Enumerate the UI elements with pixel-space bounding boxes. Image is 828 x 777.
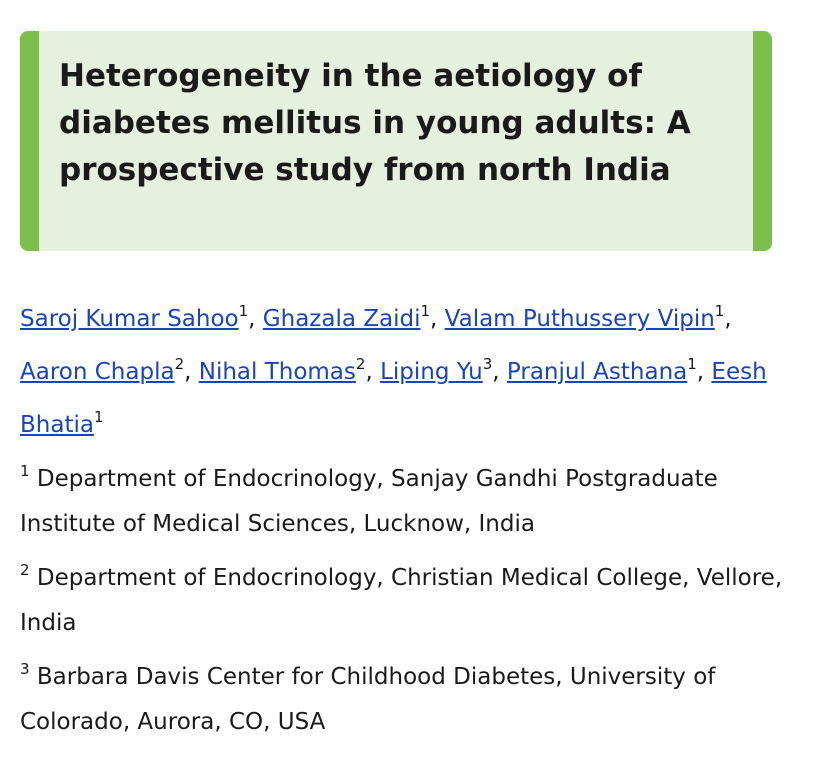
author-separator: , (492, 359, 507, 385)
author-link[interactable]: Saroj Kumar Sahoo (20, 306, 239, 332)
author-separator: , (724, 306, 732, 332)
affiliation-number: 1 (20, 462, 30, 480)
affiliation (20, 556, 810, 646)
author-separator: , (248, 306, 263, 332)
author-affiliation-number: 1 (714, 302, 725, 320)
author-affiliation-number: 1 (238, 302, 249, 320)
article-title: Heterogeneity in the aetiology of diabetes mellitus in young adults: A prospective study from north India (59, 58, 691, 188)
author-affiliation-number: 1 (687, 355, 697, 373)
author-affiliation-number: 2 (355, 355, 366, 373)
author-separator: , (430, 306, 445, 332)
author-link[interactable]: Ghazala Zaidi (262, 306, 421, 332)
title-box (20, 31, 772, 251)
author-link[interactable]: Eesh Bhatia (20, 359, 767, 438)
affiliation (20, 655, 810, 745)
author-affiliation-number: 3 (482, 355, 493, 373)
author-affiliation-number: 1 (420, 302, 431, 320)
author-affiliation-number: 1 (93, 408, 104, 426)
affiliation-text: Department of Endocrinology, Christian Medical College, Vellore, India (20, 565, 783, 636)
author-list (20, 293, 780, 452)
affiliation-number: 3 (20, 660, 30, 678)
author-separator: , (365, 359, 381, 385)
affiliation-text: Barbara Davis Center for Childhood Diabetes, University of Colorado, Aurora, CO, USA (20, 664, 716, 735)
author-separator: , (184, 359, 199, 385)
author-link[interactable]: Valam Puthussery Vipin (444, 306, 715, 332)
author-link[interactable]: Liping Yu (380, 359, 483, 385)
affiliation-text: Department of Endocrinology, Sanjay Gandhi Postgraduate Institute of Medical Sciences, Lucknow, India (20, 466, 718, 537)
affiliation (20, 457, 810, 547)
author-link[interactable]: Nihal Thomas (198, 359, 356, 385)
author-affiliation-number: 2 (174, 355, 185, 373)
author-separator: , (696, 359, 712, 385)
author-link[interactable]: Pranjul Asthana (506, 359, 688, 385)
affiliation-number: 2 (20, 561, 30, 579)
author-link[interactable]: Aaron Chapla (20, 359, 175, 385)
